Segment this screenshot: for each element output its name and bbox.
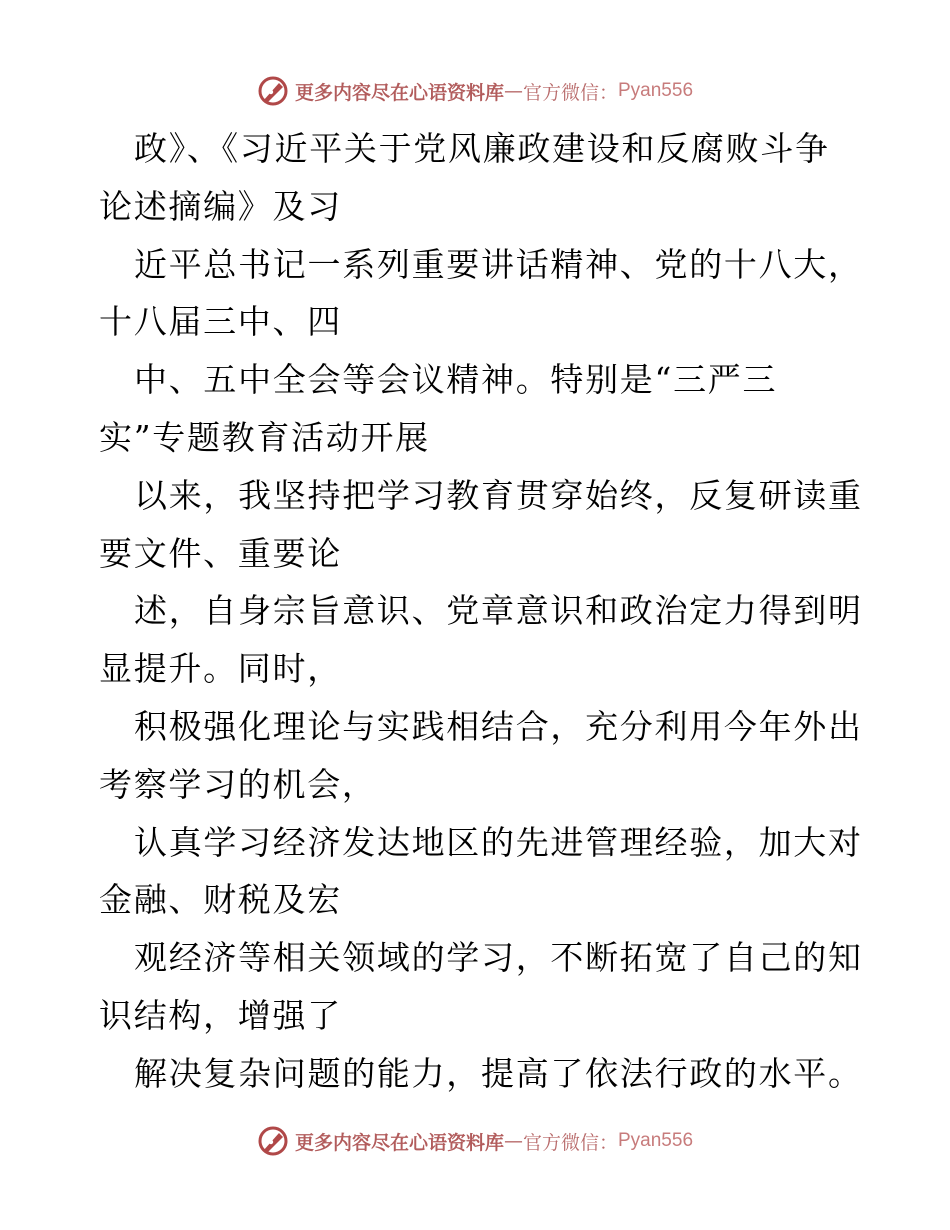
body-line: 识结构，增强了 <box>99 995 342 1035</box>
pen-in-circle-icon <box>257 1125 289 1157</box>
footer-banner-main-text: 更多内容尽在心语资料库 <box>294 1131 504 1154</box>
body-line: 中、五中全会等会议精神。特别是“三严三 <box>134 360 778 400</box>
footer-banner-dash: — <box>503 1130 523 1152</box>
body-line: 近平总书记一系列重要讲话精神、党的十八大， <box>134 244 863 284</box>
header-banner-wechat-label: 官方微信： <box>522 81 618 104</box>
header-watermark-banner <box>0 71 950 111</box>
header-banner-main-text: 更多内容尽在心语资料库 <box>294 81 504 104</box>
body-line: 以来，我坚持把学习教育贯穿始终，反复研读重 <box>134 475 863 515</box>
body-line: 考察学习的机会， <box>99 764 377 804</box>
body-line: 认真学习经济发达地区的先进管理经验，加大对 <box>134 822 863 862</box>
header-banner-wechat-id: Pyan556 <box>618 80 694 101</box>
footer-watermark-banner <box>0 1121 950 1161</box>
body-line: 十八届三中、四 <box>99 302 342 342</box>
body-line: 解决复杂问题的能力，提高了依法行政的水平。 <box>134 1053 863 1093</box>
body-line: 实”专题教育活动开展 <box>99 417 430 457</box>
body-line: 述，自身宗旨意识、党章意识和政治定力得到明 <box>134 591 863 631</box>
document-body <box>99 120 863 1103</box>
body-line: 积极强化理论与实践相结合，充分利用今年外出 <box>134 706 863 746</box>
body-line: 观经济等相关领域的学习，不断拓宽了自己的知 <box>134 938 863 978</box>
pen-in-circle-icon <box>257 75 289 107</box>
body-line: 显提升。同时， <box>99 649 342 689</box>
footer-banner-wechat-id: Pyan556 <box>618 1130 694 1151</box>
header-banner-dash: — <box>503 80 523 102</box>
footer-banner-wechat-label: 官方微信： <box>522 1131 618 1154</box>
body-line: 金融、财税及宏 <box>99 880 342 920</box>
body-line: 要文件、重要论 <box>99 533 342 573</box>
body-line: 论述摘编》及习 <box>99 186 342 226</box>
body-line: 政》、《习近平关于党风廉政建设和反腐败斗争 <box>134 129 830 168</box>
